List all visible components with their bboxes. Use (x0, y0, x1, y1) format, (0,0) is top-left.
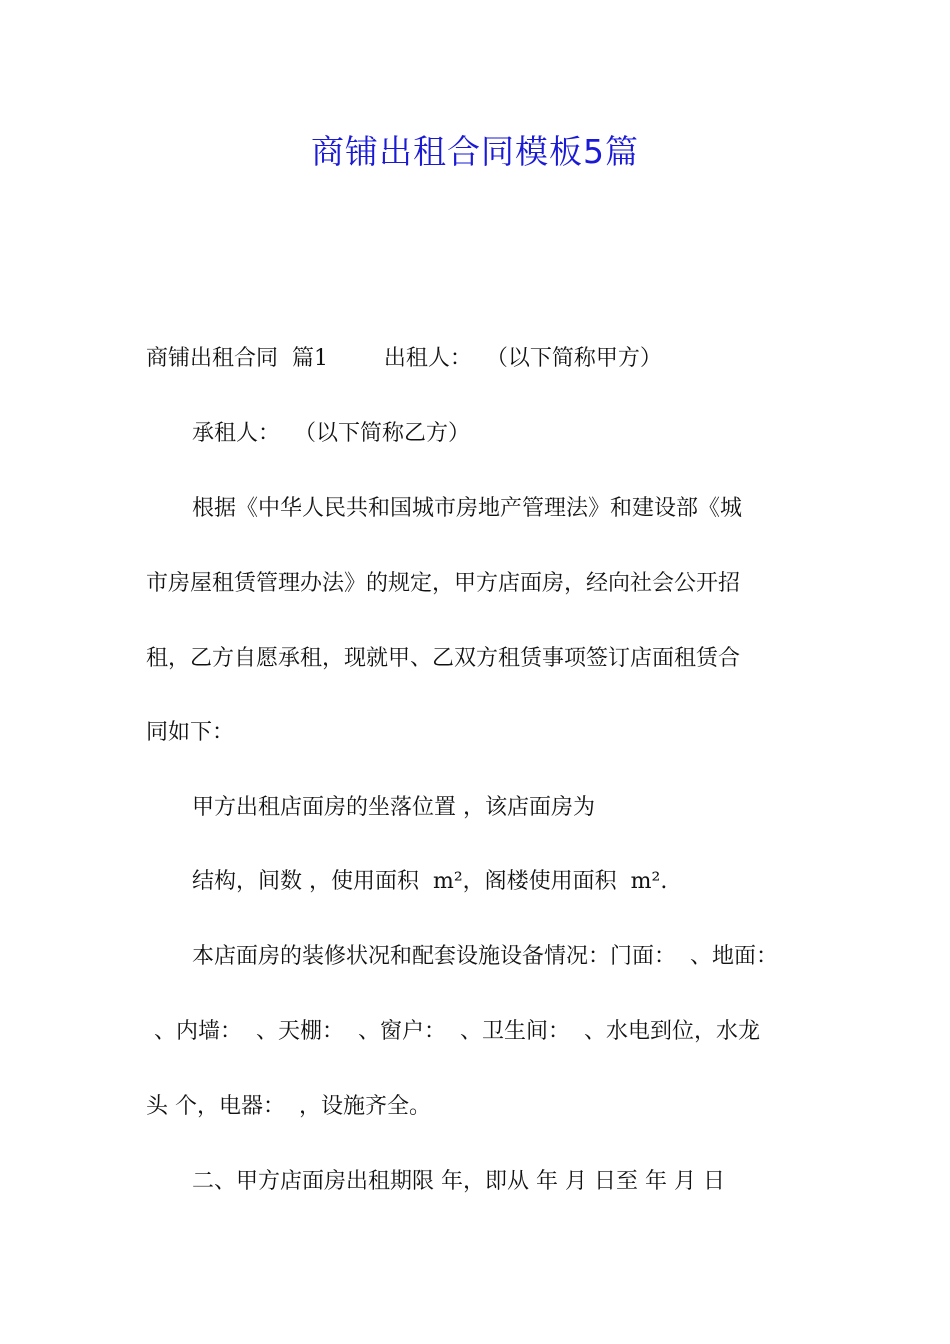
paragraph-line: 同如下： (146, 720, 235, 745)
paragraph-line: 商铺出租合同 篇1 出租人： （以下简称甲方） (146, 346, 662, 371)
document-title: 商铺出租合同模板5篇 (311, 132, 639, 171)
paragraph-line: 本店面房的装修状况和配套设施设备情况：门面： 、地面： (192, 944, 778, 969)
paragraph-line: 根据《中华人民共和国城市房地产管理法》和建设部《城 (192, 496, 743, 521)
paragraph-line: 市房屋租赁管理办法》的规定，甲方店面房，经向社会公开招 (146, 571, 741, 596)
paragraph-line: 租，乙方自愿承租，现就甲、乙双方租赁事项签订店面租赁合 (146, 646, 741, 671)
paragraph-line: 二、甲方店面房出租期限 年，即从 年 月 日至 年 月 日 (192, 1169, 725, 1194)
paragraph-line: 甲方出租店面房的坐落位置 ，该店面房为 (192, 795, 595, 820)
paragraph-line: 承租人： （以下简称乙方） (192, 421, 470, 446)
paragraph-line: 、内墙： 、天棚： 、窗户： 、卫生间： 、水电到位，水龙 (154, 1019, 760, 1044)
paragraph-line: 结构，间数 ，使用面积 m²，阁楼使用面积 m². (192, 869, 668, 894)
paragraph-line: 头 个，电器： ，设施齐全。 (146, 1094, 431, 1119)
